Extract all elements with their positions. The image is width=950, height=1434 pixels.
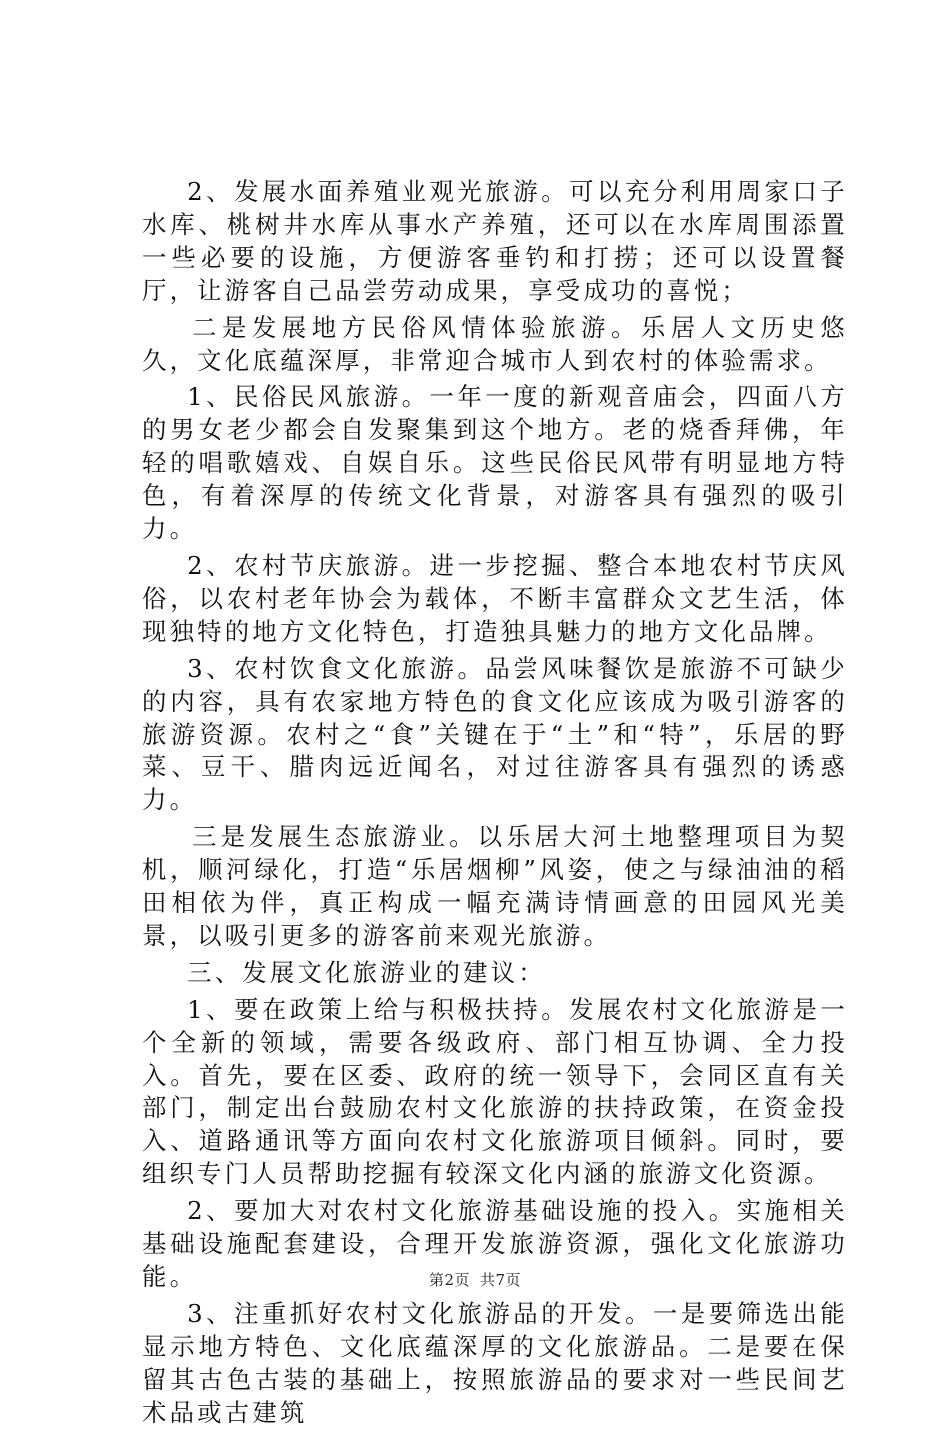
paragraph: 2、农村节庆旅游。进一步挖掘、整合本地农村节庆风俗，以农村老年协会为载体，不断丰富群众文艺生活，体现独特的地方文化特色，打造独具魅力的地方文化品牌。 [142,550,848,646]
page-number-total: 共7页 [480,1271,522,1289]
paragraph: 三是发展生态旅游业。以乐居大河土地整理项目为契机，顺河绿化，打造“乐居烟柳”风姿，使之与绿油油的稻田相依为伴，真正构成一幅充满诗情画意的田园风光美景，以吸引更多的游客前来观光旅游。 [142,822,848,950]
page-number-current: 第2页 [428,1271,470,1289]
section-heading: 三、发展文化旅游业的建议： [187,957,546,987]
page-footer [0,1270,950,1290]
paragraph: 二是发展地方民俗风情体验旅游。乐居人文历史悠久，文化底蕴深厚，非常迎合城市人到农村的体验需求。 [142,312,848,375]
paragraph: 3、农村饮食文化旅游。品尝风味餐饮是旅游不可缺少的内容，具有农家地方特色的食文化应该成为吸引游客的旅游资源。农村之“食”关键在于“土”和“特”，乐居的野菜、豆干、腊肉远近闻名，对过往游客具有强烈的诱惑力。 [142,653,848,815]
paragraph: 2、要加大对农村文化旅游基础设施的投入。实施相关基础设施配套建设，合理开发旅游资源，强化文化旅游功能。 [142,1196,848,1291]
document-body [142,176,848,1434]
paragraph: 3、注重抓好农村文化旅游品的开发。一是要筛选出能显示地方特色、文化底蕴深厚的文化旅游品。二是要在保留其古色古装的基础上，按照旅游品的要求对一些民间艺术品或古建筑 [142,1298,848,1427]
paragraph: 2、发展水面养殖业观光旅游。可以充分利用周家口子水库、桃树井水库从事水产养殖，还可以在水库周围添置一些必要的设施，方便游客垂钓和打捞；还可以设置餐厅，让游客自己品尝劳动成果，享受成功的喜悦； [142,177,848,305]
paragraph: 1、民俗民风旅游。一年一度的新观音庙会，四面八方的男女老少都会自发聚集到这个地方。老的烧香拜佛，年轻的唱歌嬉戏、自娱自乐。这些民俗民风带有明显地方特色，有着深厚的传统文化背景，对游客具有强烈的吸引力。 [142,382,848,544]
paragraph: 1、要在政策上给与积极扶持。发展农村文化旅游是一个全新的领域，需要各级政府、部门相互协调、全力投入。首先，要在区委、政府的统一领导下，会同区直有关部门，制定出台鼓励农村文化旅游的扶持政策，在资金投入、道路通讯等方面向农村文化旅游项目倾斜。同时，要组织专门人员帮助挖掘有较深文化内涵的旅游文化资源。 [142,994,848,1189]
